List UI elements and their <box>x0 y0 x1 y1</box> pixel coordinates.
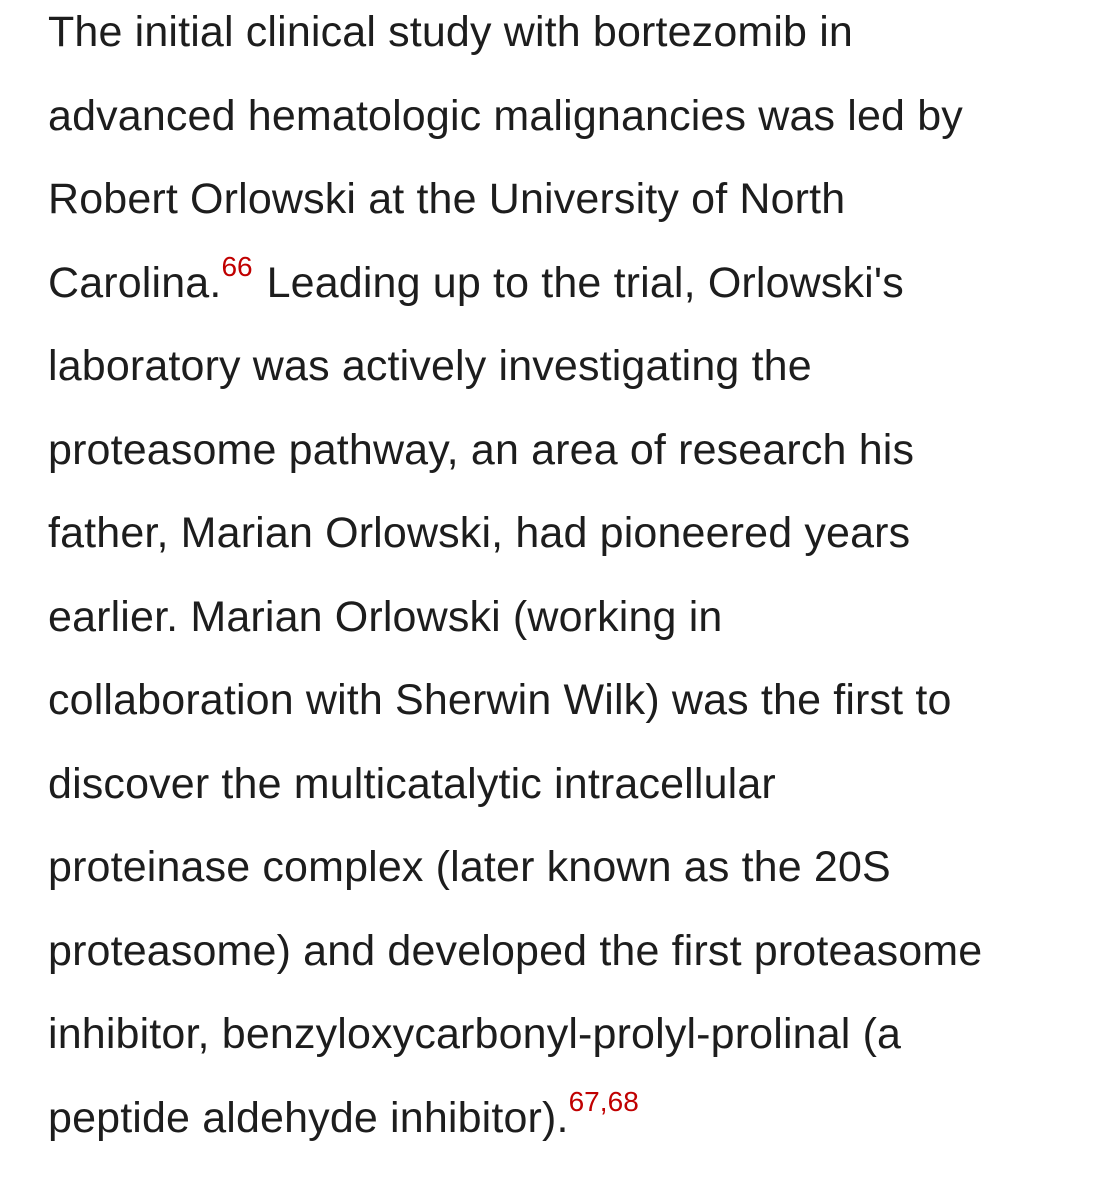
citation-link-66[interactable]: 66 <box>221 250 253 282</box>
text-line: inhibitor, benzyloxycarbonyl-prolyl-prolinal (a <box>48 1010 902 1058</box>
text-line: advanced hematologic malignancies was led by <box>48 91 963 140</box>
text-line: proteasome) and developed the first proteasome <box>48 926 983 975</box>
text-line: proteasome pathway, an area of research his <box>48 425 915 474</box>
article-paragraph <box>48 0 1088 1160</box>
text-line: collaboration with Sherwin Wilk) was the first to <box>48 676 952 724</box>
text-line: earlier. Marian Orlowski (working in <box>48 592 723 641</box>
text-line: Robert Orlowski at the University of North <box>48 175 846 223</box>
text-fragment: Carolina. <box>48 258 222 307</box>
text-line-with-citation <box>48 1077 1088 1161</box>
text-fragment: peptide aldehyde inhibitor). <box>48 1093 569 1142</box>
text-line: father, Marian Orlowski, had pioneered years <box>48 509 911 557</box>
text-line-with-citation <box>48 242 1088 326</box>
text-line: discover the multicatalytic intracellular <box>48 759 776 808</box>
citation-link-67[interactable]: 67 <box>568 1085 600 1117</box>
citation-separator: , <box>599 1085 608 1117</box>
text-line: laboratory was actively investigating the <box>48 342 812 390</box>
citation-link-68[interactable]: 68 <box>607 1085 639 1117</box>
text-fragment: Leading up to the trial, Orlowski's <box>266 258 904 307</box>
text-line: proteinase complex (later known as the 20S <box>48 843 891 891</box>
text-line: The initial clinical study with bortezomib in <box>48 8 853 56</box>
